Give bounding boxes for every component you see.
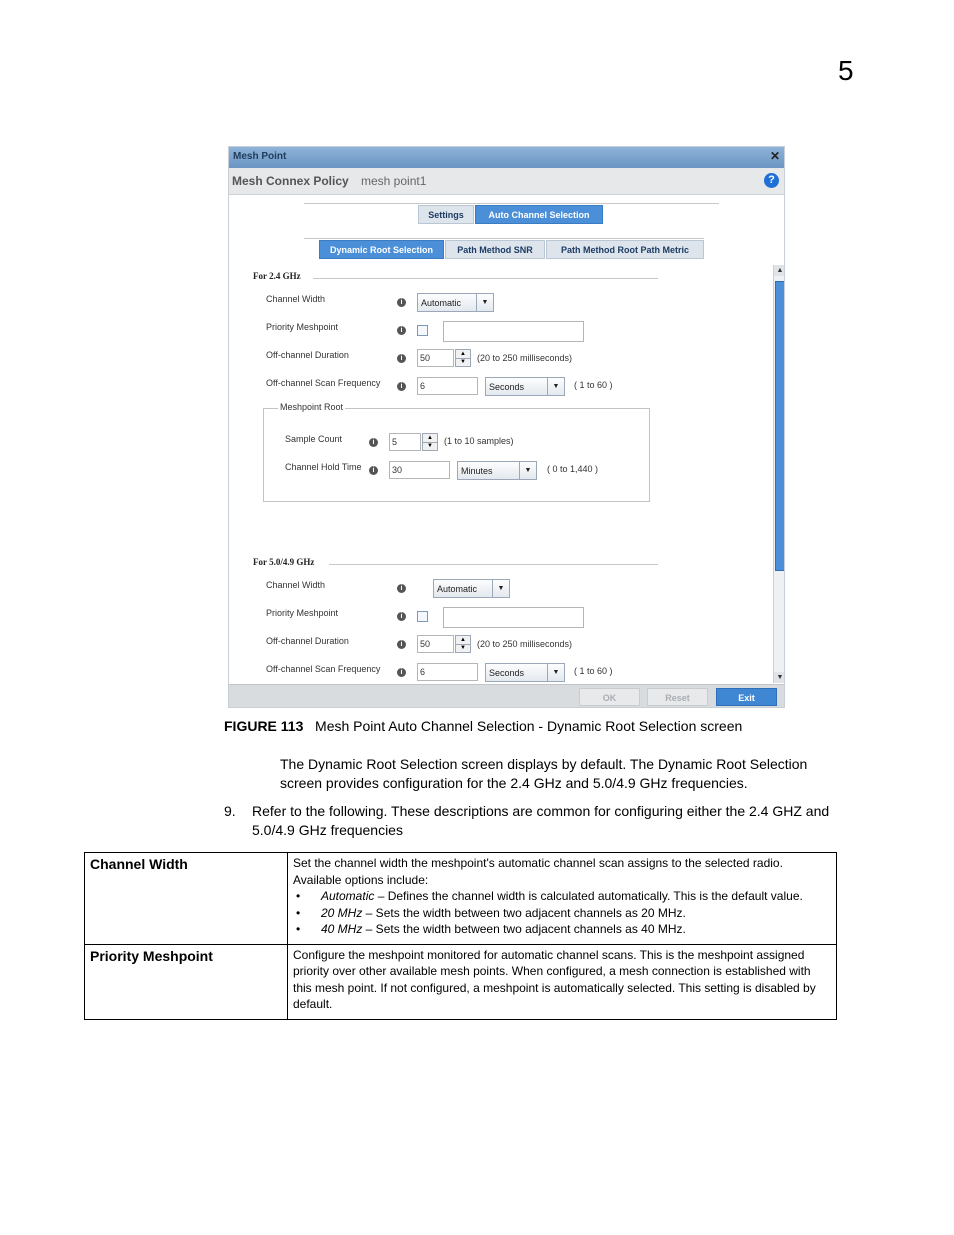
term-channel-width: Channel Width <box>85 853 288 945</box>
section-title-2-4ghz: For 2.4 GHz <box>253 271 301 281</box>
mesh-point-dialog <box>228 146 785 708</box>
close-icon[interactable]: ✕ <box>769 149 780 163</box>
bullet-item <box>293 921 831 938</box>
hold-time-label: Channel Hold Time <box>285 462 362 472</box>
chevron-down-icon: ▼ <box>476 294 493 311</box>
scan-frequency-unit: Seconds <box>489 382 525 392</box>
scroll-down-icon[interactable]: ▼ <box>774 672 785 683</box>
intro-line2: screen provides configuration for the 2.4 GHz and 5.0/4.9 GHz frequencies. <box>280 775 748 791</box>
meshpoint-root-title: Meshpoint Root <box>280 402 344 412</box>
channel-width-label: Channel Width <box>266 294 326 304</box>
section-title-5ghz: For 5.0/4.9 GHz <box>253 557 315 567</box>
table-row <box>85 944 837 1019</box>
scan-frequency-unit-5ghz: Seconds <box>489 668 525 678</box>
info-icon: i <box>397 298 406 307</box>
desc-channel-width <box>288 853 837 945</box>
meshpoint-root-group <box>263 408 650 502</box>
scan-frequency-label-5ghz: Off-channel Scan Frequency <box>266 664 381 674</box>
stepper-up-icon[interactable]: ▲ <box>456 350 470 359</box>
figure-title: Mesh Point Auto Channel Selection - Dynamic Root Selection screen <box>315 718 743 734</box>
intro-bold: Dynamic Root Selection <box>308 756 458 772</box>
channel-width-label-5ghz: Channel Width <box>266 580 326 590</box>
policy-bar <box>229 168 785 195</box>
bullet-item <box>293 905 831 922</box>
scroll-up-icon[interactable]: ▲ <box>774 265 785 276</box>
offchannel-duration-input-5ghz[interactable]: 50 <box>417 635 454 653</box>
bullet-name: 20 MHz <box>321 905 363 920</box>
info-icon: i <box>397 668 406 677</box>
step-text <box>252 802 892 840</box>
tab-path-method-snr[interactable]: Path Method SNR <box>445 240 545 259</box>
priority-meshpoint-input[interactable] <box>443 321 584 342</box>
scan-frequency-input-5ghz[interactable]: 6 <box>417 663 478 681</box>
info-icon: i <box>369 466 378 475</box>
info-icon: i <box>397 640 406 649</box>
info-icon: i <box>397 354 406 363</box>
info-icon: i <box>397 584 406 593</box>
intro-pre: The <box>280 756 309 772</box>
intro-paragraph <box>280 755 880 793</box>
term-priority-meshpoint: Priority Meshpoint <box>85 944 288 1019</box>
divider <box>313 278 658 279</box>
tab-auto-channel-selection[interactable]: Auto Channel Selection <box>475 205 603 224</box>
bullet-text: – Sets the width between two adjacent channels as 40 MHz. <box>362 922 686 936</box>
stepper-up-icon[interactable]: ▲ <box>456 636 470 645</box>
step-number: 9. <box>224 803 236 819</box>
info-icon: i <box>369 438 378 447</box>
channel-width-value: Automatic <box>421 298 462 308</box>
sample-count-hint: (1 to 10 samples) <box>444 436 514 446</box>
sample-count-label: Sample Count <box>285 434 343 444</box>
priority-meshpoint-checkbox[interactable] <box>417 325 428 336</box>
hold-time-hint: ( 0 to 1,440 ) <box>547 464 599 474</box>
vertical-scrollbar[interactable] <box>773 265 785 683</box>
step-line1: Refer to the following. These descriptions are common for configuring either the 2.4 GHZ and <box>252 803 830 819</box>
offchannel-duration-stepper[interactable] <box>455 349 471 367</box>
scan-frequency-label: Off-channel Scan Frequency <box>266 378 381 388</box>
hold-time-unit: Minutes <box>461 466 493 476</box>
info-icon: i <box>397 612 406 621</box>
scan-frequency-hint-5ghz: ( 1 to 60 ) <box>574 666 613 676</box>
bullet-text: – Defines the channel width is calculated automatically. This is the default value. <box>374 889 803 903</box>
stepper-down-icon[interactable]: ▼ <box>427 443 433 449</box>
reset-button[interactable]: Reset <box>647 688 708 706</box>
priority-meshpoint-checkbox-5ghz[interactable] <box>417 611 428 622</box>
info-icon: i <box>397 326 406 335</box>
offchannel-duration-label: Off-channel Duration <box>266 350 349 360</box>
hold-time-input[interactable]: 30 <box>389 461 450 479</box>
intro-line1: screen displays by default. The Dynamic Root Selection <box>457 756 808 772</box>
page-number: 5 <box>838 55 854 86</box>
policy-name: mesh point1 <box>361 174 427 188</box>
tab-dynamic-root-selection[interactable]: Dynamic Root Selection <box>319 240 444 259</box>
dialog-titlebar <box>229 147 785 168</box>
bullet-name: Automatic <box>321 889 375 903</box>
scan-frequency-unit-select-5ghz[interactable] <box>485 663 565 682</box>
hold-time-unit-select[interactable] <box>457 461 537 480</box>
channel-width-value-5ghz: Automatic <box>437 584 478 594</box>
figure-number: FIGURE 113 <box>224 718 304 734</box>
stepper-down-icon[interactable]: ▼ <box>460 359 466 365</box>
tab-settings[interactable]: Settings <box>418 205 474 224</box>
chevron-down-icon: ▼ <box>547 378 564 395</box>
divider <box>329 564 658 565</box>
priority-meshpoint-label: Priority Meshpoint <box>266 322 339 332</box>
chevron-down-icon: ▼ <box>547 664 564 681</box>
offchannel-duration-stepper-5ghz[interactable] <box>455 635 471 653</box>
description-table <box>84 852 837 1020</box>
divider <box>304 203 719 204</box>
dialog-title: Mesh Point <box>233 151 287 162</box>
figure-caption <box>224 718 742 734</box>
dialog-footer <box>229 684 785 708</box>
help-icon[interactable]: ? <box>764 173 779 188</box>
scan-frequency-input[interactable]: 6 <box>417 377 478 395</box>
offchannel-duration-input[interactable]: 50 <box>417 349 454 367</box>
priority-meshpoint-input-5ghz[interactable] <box>443 607 584 628</box>
ok-button[interactable]: OK <box>579 688 640 706</box>
chevron-down-icon: ▼ <box>492 580 509 597</box>
stepper-down-icon[interactable]: ▼ <box>460 645 466 651</box>
desc-priority-meshpoint: Configure the meshpoint monitored for automatic channel scans. This is the meshpoint assigned priority over other available mesh points. When configured, a mesh connection is established with this mesh point. If not configured, a meshpoint is automatically selected. This setting is disabled by default. <box>288 944 837 1019</box>
offchannel-duration-label-5ghz: Off-channel Duration <box>266 636 349 646</box>
scan-frequency-hint: ( 1 to 60 ) <box>574 380 613 390</box>
offchannel-duration-hint-5ghz: (20 to 250 milliseconds) <box>477 639 573 649</box>
channel-width-select-5ghz[interactable] <box>433 579 510 598</box>
table-row <box>85 853 837 945</box>
divider <box>304 238 704 239</box>
desc-text: Set the channel width the meshpoint's automatic channel scan assigns to the selected radio. Available options include: <box>293 856 783 887</box>
bullet-item <box>293 888 831 905</box>
policy-label: Mesh Connex Policy <box>232 174 349 188</box>
sample-count-input[interactable]: 5 <box>389 433 421 451</box>
bullet-name: 40 MHz <box>321 922 363 936</box>
step-line2: 5.0/4.9 GHz frequencies <box>252 822 403 838</box>
chevron-down-icon: ▼ <box>519 462 536 479</box>
scrollbar-thumb[interactable] <box>775 281 785 571</box>
priority-meshpoint-label-5ghz: Priority Meshpoint <box>266 608 339 618</box>
scan-frequency-unit-select[interactable] <box>485 377 565 396</box>
tab-path-method-root-path-metric[interactable]: Path Method Root Path Metric <box>546 240 704 259</box>
bullet-text: – Sets the width between two adjacent channels as 20 MHz. <box>362 905 686 920</box>
channel-width-select[interactable] <box>417 293 494 312</box>
info-icon: i <box>397 382 406 391</box>
stepper-up-icon[interactable]: ▲ <box>423 434 437 443</box>
exit-button[interactable]: Exit <box>716 688 777 706</box>
offchannel-duration-hint: (20 to 250 milliseconds) <box>477 353 573 363</box>
sample-count-stepper[interactable] <box>422 433 438 451</box>
